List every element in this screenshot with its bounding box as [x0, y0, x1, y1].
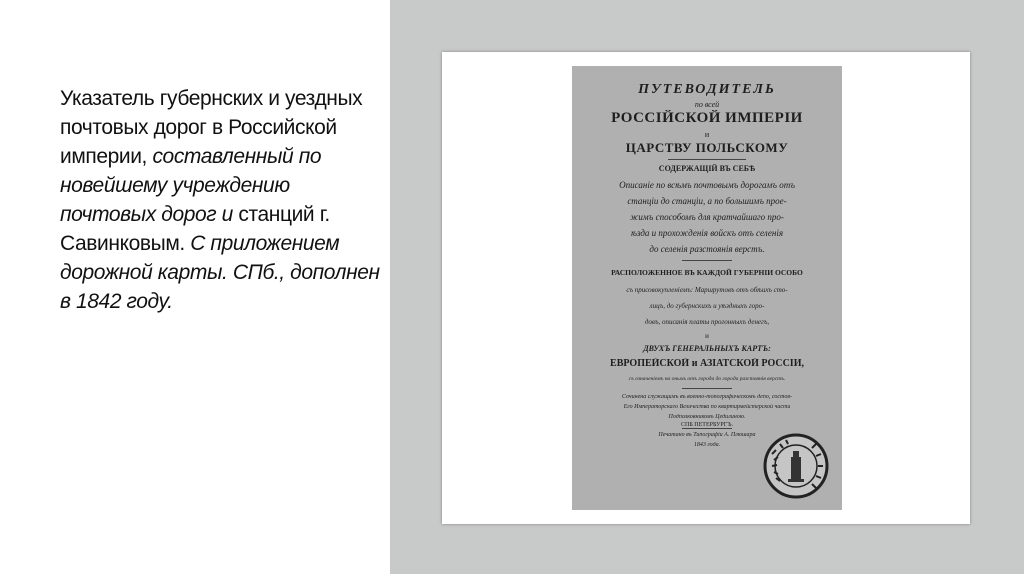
scan-divider	[668, 159, 746, 160]
scan-body-line: станціи до станціи, а по большимъ прое-	[627, 196, 787, 206]
scan-title-line: и	[704, 130, 710, 139]
scan-body-line: съ присовокупленіемъ: Маршрутовъ отъ обѣихъ сто-	[626, 286, 788, 294]
scan-printer: Печатано въ Типографіи А. Плюшара	[658, 432, 756, 438]
scan-body-line: ѣзда и прохожденія войскъ отъ селенія	[630, 228, 783, 238]
scan-title-line: СОДЕРЖАЩІЙ ВЪ СЕБѢ	[658, 164, 756, 173]
caption-normal-text: Указатель губернских и уездных почтовых дорог в Российской империи,	[60, 87, 363, 168]
caption-note-text: С приложением дорожной карты. СПб., дополнен в 1842 году.	[60, 232, 380, 313]
scan-body-line: Сочинена служащимъ въ военно-топографическомъ депо, состоя-	[621, 394, 793, 400]
scan-body-line: ДВУХЪ ГЕНЕРАЛЬНЫХЪ КАРТЪ:	[643, 344, 771, 353]
scan-divider	[682, 260, 732, 261]
scan-city: СПБ ПЕТЕРБУРГЪ.	[681, 422, 733, 428]
scan-body-line: съ означеніемъ на оныхъ отъ города до города разстоянія верстъ.	[628, 376, 786, 382]
scan-body-line: жимъ способомъ для кратчайшаго про-	[630, 212, 784, 222]
scan-body-line: Подполковникомъ Цедилиною.	[668, 414, 746, 420]
scan-divider	[682, 428, 732, 429]
library-stamp-icon	[762, 432, 830, 500]
scan-body-line: лицъ, до губернскихъ и уѣздныхъ горо-	[649, 302, 765, 310]
scan-title-line: ЦАРСТВУ ПОЛЬСКОМУ	[625, 140, 789, 155]
scan-body-line: РАСПОЛОЖЕННОЕ ВЪ КАЖДОЙ ГУБЕРНІИ ОСОБО	[611, 268, 803, 277]
scan-body-line: довъ, описанія платы прогонныхъ денегъ,	[644, 318, 770, 326]
scan-body-line: ЕВРОПЕЙСКОЙ и АЗІАТСКОЙ РОССІИ,	[610, 358, 804, 369]
scan-year: 1843 года.	[693, 442, 721, 448]
scan-body-line: и	[705, 332, 709, 340]
scan-title-line: ПУТЕВОДИТЕЛЬ	[638, 82, 776, 97]
scan-title-line: по всей	[694, 100, 720, 109]
scan-body-line: Его Императорскаго Величества по квартирмейстерской части	[623, 404, 791, 410]
scan-body-line: Описаніе по всѣмъ почтовымъ дорогамъ отъ	[619, 180, 795, 190]
caption-author-text: станций г. Савинковым.	[60, 203, 330, 255]
scan-body-line: до селенія разстоянія верстъ.	[649, 244, 765, 254]
scan-title-line: РОССІЙСКОЙ ИМПЕРІИ	[611, 110, 803, 126]
slide-caption	[60, 84, 380, 316]
scan-divider	[682, 388, 732, 389]
caption-italic-text: составленный по новейшему учреждению почтовых дорог и	[60, 145, 322, 226]
